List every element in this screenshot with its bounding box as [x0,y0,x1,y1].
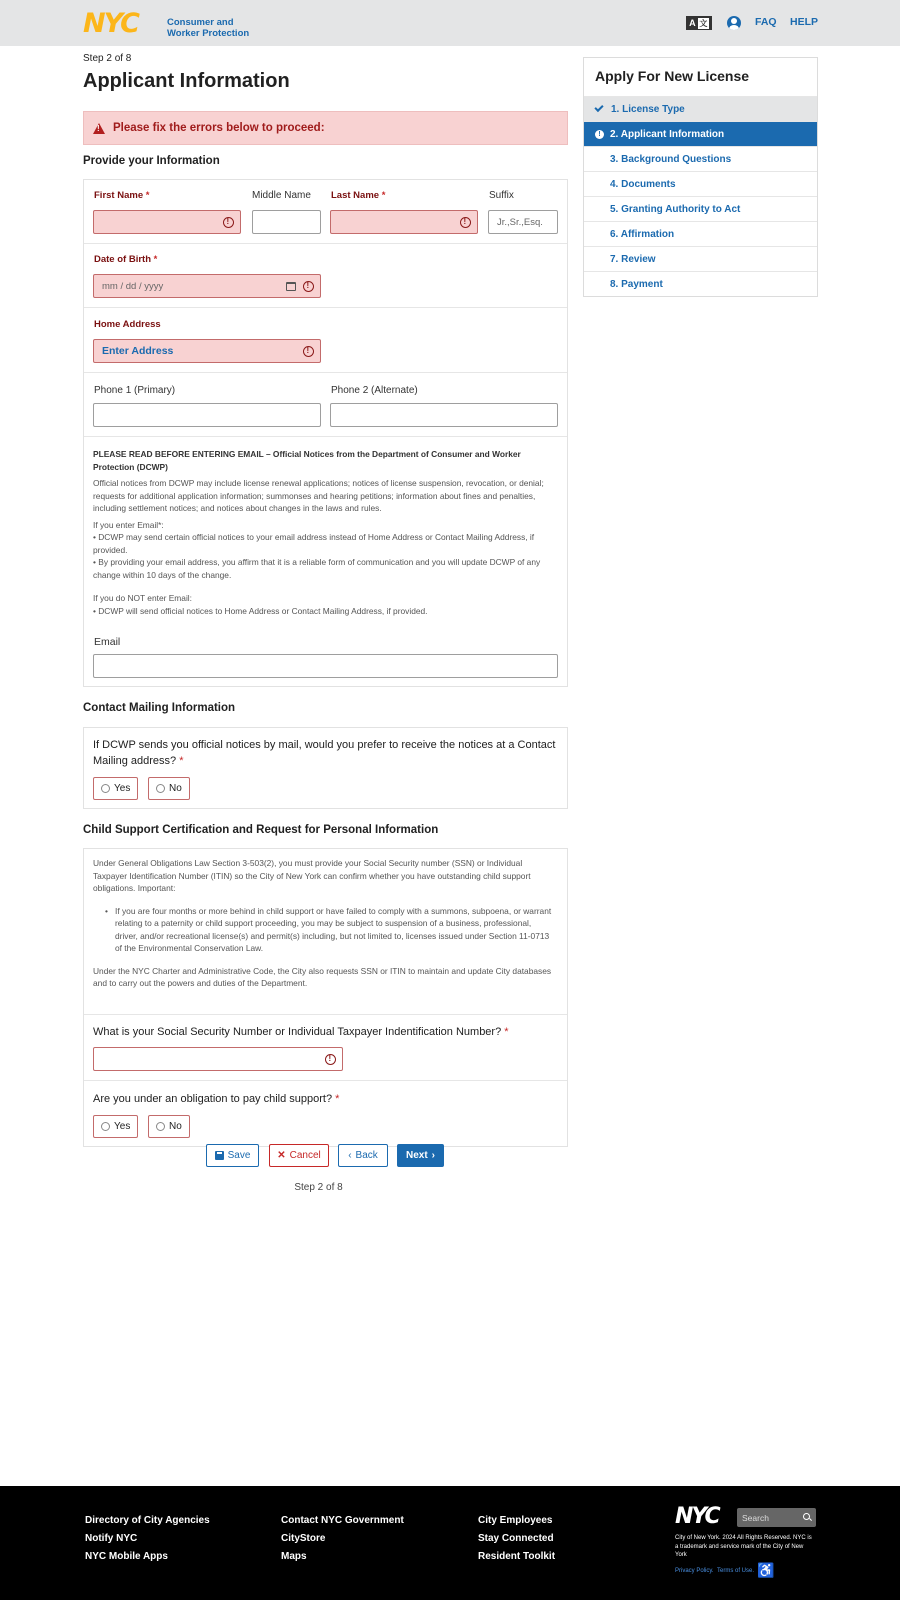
faq-link[interactable]: FAQ [755,16,777,28]
enter-address-text: Enter Address [102,345,174,357]
back-label: Back [355,1150,378,1161]
radio-circle-icon [101,1122,110,1131]
child-support-no-radio[interactable] [148,1115,190,1138]
middle-name-label: Middle Name [252,190,311,201]
sidebar-item-label: 1. License Type [611,103,685,115]
error-icon [325,1054,336,1065]
email-notice-p1: Official notices from DCWP may include license renewal applications; notices of license suspension, revocation, or denial; requests for additional application information; summonses and hearing petitions; information about fines and penalties, including settlement notices; and notices about changes in the laws and rules. [93,478,544,513]
first-name-label: First Name * [94,190,150,201]
warning-icon [93,123,105,134]
step-indicator-bottom: Step 2 of 8 [294,1182,343,1193]
footer-link-contact[interactable]: Contact NYC Government [281,1515,404,1526]
error-icon [303,346,314,357]
sidebar-item-affirmation[interactable] [584,221,817,246]
footer-link-maps[interactable]: Maps [281,1551,307,1562]
child-support-p1: Under General Obligations Law Section 3-503(2), you must provide your Social Security number (SSN) or Individual Taxpayer Identification Number (ITIN) so the City of New York can confirm whether you have outstanding child support obligations. Important: [93,858,531,893]
mailing-yes-label: Yes [114,783,131,794]
section-heading-contact-mailing: Contact Mailing Information [83,702,236,714]
phone-row [84,373,567,437]
child-support-p2: Under the NYC Charter and Administrative Code, the City also requests SSN or ITIN to maintain and update City databases and to carry out the powers and duties of the Department. [93,965,552,988]
error-icon [223,217,234,228]
sidebar-item-review[interactable] [584,246,817,271]
close-icon: ✕ [277,1150,286,1161]
email-input[interactable] [93,654,558,678]
agency-name-line2: Worker Protection [167,28,250,39]
footer-link-notify[interactable]: Notify NYC [85,1533,138,1544]
footer-link-directory[interactable]: Directory of City Agencies [85,1515,210,1526]
page-title: Applicant Information [83,70,290,92]
phone1-label: Phone 1 (Primary) [94,385,176,396]
site-footer [0,1486,900,1600]
footer-search-placeholder: Search [742,1512,769,1523]
sidebar-item-label: 6. Affirmation [610,228,675,240]
site-header [0,0,900,46]
help-link[interactable]: HELP [790,16,819,28]
section-heading-child-support: Child Support Certification and Request for Personal Information [83,824,439,836]
child-support-bullet: • If you are four months or more behind in child support or have failed to comply with a summons, subpoena, or warrant relating to a paternity or child support proceeding, you may be subject to suspension of a business, professional, driver, and/or recreational license(s) and permit(s) including, but not limited to, licenses issued under Section 11-0713 of the Environmental Conservation Law. [105,905,552,953]
calendar-icon[interactable] [286,282,296,291]
child-support-panel [83,848,568,1147]
translate-icon[interactable] [686,16,712,30]
sidebar-item-label: 3. Background Questions [610,153,732,165]
terms-of-use-link[interactable]: Terms of Use. [717,1568,755,1574]
footer-link-resident-toolkit[interactable]: Resident Toolkit [478,1551,556,1562]
suffix-input[interactable] [488,210,558,234]
suffix-label: Suffix [489,190,514,201]
footer-copyright: City of New York. 2024 All Rights Reserved. NYC is a trademark and service mark of the City of New York [675,1535,812,1558]
user-account-icon[interactable] [727,16,741,30]
sidebar-item-applicant-information[interactable] [584,121,817,146]
suffix-placeholder: Jr.,Sr.,Esq. [497,216,543,228]
radio-circle-icon [156,784,165,793]
applicant-info-panel [83,179,568,687]
cancel-label: Cancel [289,1150,321,1161]
email-notice-bullet3: • DCWP will send official notices to Home Address or Contact Mailing Address, if provided. [93,605,428,616]
save-button[interactable] [206,1144,259,1167]
mailing-question: If DCWP sends you official notices by mail, would you prefer to receive the notices at a Contact Mailing address? * [93,739,556,767]
search-icon[interactable] [803,1513,810,1520]
dob-label: Date of Birth * [94,254,158,265]
dob-row [84,244,567,308]
child-support-info [93,857,553,990]
radio-circle-icon [156,1122,165,1131]
mailing-yes-radio[interactable] [93,777,138,800]
agency-name[interactable] [167,17,249,39]
nyc-logo[interactable]: NYC [83,8,139,39]
check-icon [594,103,603,112]
last-name-input[interactable] [330,210,478,234]
error-icon [303,281,314,292]
sidebar-item-label: 2. Applicant Information [610,128,725,140]
sidebar-item-label: 4. Documents [610,178,676,190]
address-row [84,308,567,373]
sidebar-item-label: 7. Review [610,253,656,265]
translate-icon-b: 文 [699,18,708,28]
footer-link-stay-connected[interactable]: Stay Connected [478,1533,554,1544]
child-support-no-label: No [169,1121,182,1132]
email-notice-if-not: If you do NOT enter Email: [93,593,192,603]
agency-name-line1: Consumer and [167,17,234,28]
error-banner-text: Please fix the errors below to proceed: [113,122,325,134]
error-banner [83,111,568,145]
step-indicator: Step 2 of 8 [83,53,132,64]
phone1-input[interactable] [93,403,321,427]
sidebar-item-label: 5. Granting Authority to Act [610,203,741,215]
email-notice-if-enter: If you enter Email*: [93,519,164,530]
chevron-right-icon: › [431,1150,436,1161]
application-steps-sidebar [583,57,818,297]
cancel-button[interactable] [269,1144,329,1167]
first-name-input[interactable] [93,210,241,234]
dob-placeholder: mm / dd / yyyy [102,280,164,292]
footer-search-input[interactable] [737,1508,816,1527]
footer-link-mobile-apps[interactable]: NYC Mobile Apps [85,1551,168,1562]
email-label: Email [94,636,121,648]
chevron-left-icon: ‹ [348,1150,352,1161]
sidebar-item-license-type[interactable] [584,96,817,121]
next-button[interactable] [397,1144,444,1167]
accessibility-icon[interactable]: ♿ [757,1562,775,1578]
middle-name-input[interactable] [252,210,321,234]
last-name-label: Last Name * [331,190,386,201]
child-support-question: Are you under an obligation to pay child support? * [93,1093,340,1105]
sidebar-item-documents[interactable] [584,171,817,196]
name-row [84,180,567,244]
footer-link-employees[interactable]: City Employees [478,1515,553,1526]
radio-circle-icon [101,784,110,793]
email-notice-bullet1: • DCWP may send certain official notices to your email address instead of Home Address or Contact Mailing Address, if provided. [93,532,535,555]
next-label: Next [405,1150,428,1161]
footer-link-citystore[interactable]: CityStore [281,1533,326,1544]
save-label: Save [227,1150,251,1161]
footer-nyc-logo[interactable]: NYC [675,1504,719,1529]
child-support-yes-label: Yes [114,1121,131,1132]
sidebar-item-payment[interactable] [584,271,817,296]
dob-input[interactable] [93,274,321,298]
sidebar-item-background-questions[interactable] [584,146,817,171]
back-button[interactable] [338,1144,388,1167]
mailing-no-label: No [169,783,182,794]
phone2-label: Phone 2 (Alternate) [331,385,418,396]
contact-mailing-panel [83,727,568,809]
email-notice-bullet2: • By providing your email address, you affirm that it is a reliable form of communication and you will update DCWP of any change within 10 days of the change. [93,557,541,580]
ssn-question: What is your Social Security Number or Individual Taxpayer Indentification Number? * [93,1026,509,1038]
ssn-input[interactable] [93,1047,343,1071]
privacy-policy-link[interactable]: Privacy Policy. [675,1568,714,1574]
home-address-label: Home Address [94,319,161,330]
sidebar-title: Apply For New License [595,68,750,84]
sidebar-item-label: 8. Payment [610,278,663,290]
ssn-row [84,1015,567,1081]
error-icon [460,217,471,228]
home-address-input[interactable] [93,339,321,363]
save-icon [215,1151,224,1160]
section-heading-provide-info: Provide your Information [83,155,220,167]
email-notice [93,448,553,617]
phone2-input[interactable] [330,403,558,427]
email-notice-title: PLEASE READ BEFORE ENTERING EMAIL – Official Notices from the Department of Consumer and Worker Protection (DCWP) [93,449,521,472]
child-support-yes-radio[interactable] [93,1115,138,1138]
exclamation-icon: ! [595,130,604,139]
translate-icon-a: A [689,18,696,28]
mailing-no-radio[interactable] [148,777,190,800]
sidebar-item-granting-authority[interactable] [584,196,817,221]
child-support-info-row [84,849,567,1015]
